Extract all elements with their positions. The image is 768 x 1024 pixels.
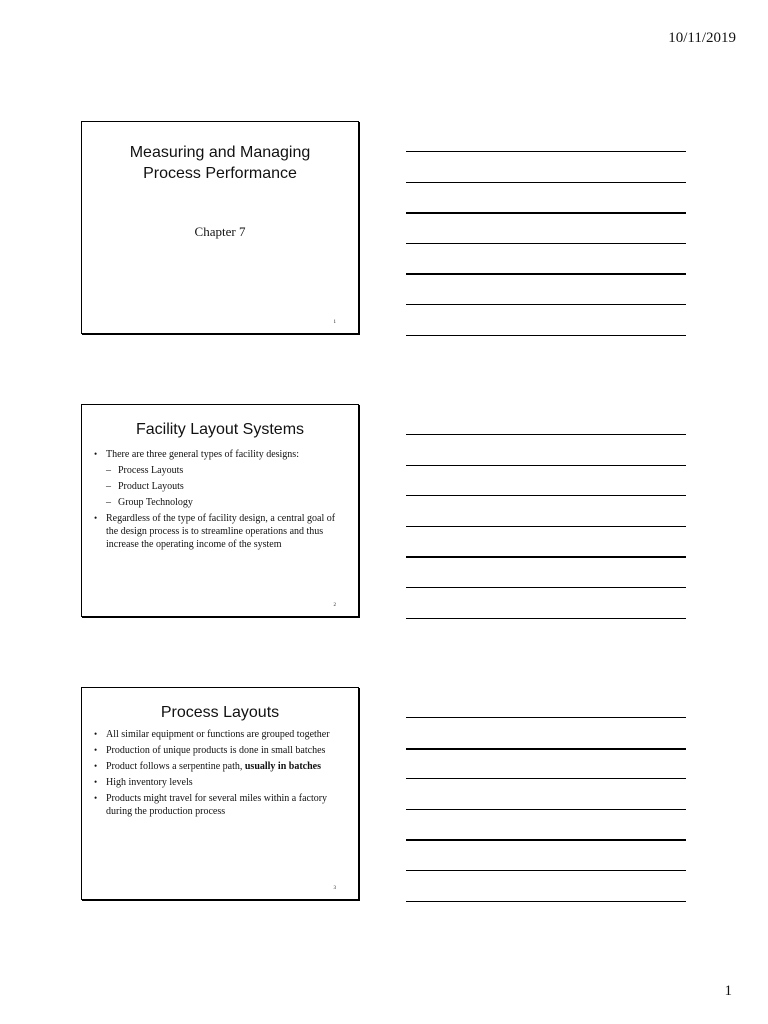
sub-bullet-text: Group Technology <box>118 497 193 508</box>
note-line <box>406 839 686 841</box>
bullet-text: High inventory levels <box>106 777 193 788</box>
slide-3-number: 3 <box>333 886 336 891</box>
print-date: 10/11/2019 <box>668 30 736 46</box>
list-item <box>94 776 344 789</box>
bullet-text: Production of unique products is done in small batches <box>106 745 326 756</box>
bullet-dot-icon: • <box>94 513 98 523</box>
slide-2-number: 2 <box>333 603 336 608</box>
note-line <box>406 212 686 214</box>
bullet-text: Regardless of the type of facility design, a central goal of the design process is to streamline operations and thus increase the operating income of the system <box>106 513 336 550</box>
note-line <box>406 495 686 496</box>
bullet-text: There are three general types of facility designs: <box>106 449 299 460</box>
note-line <box>406 618 686 619</box>
bullet-dot-icon: • <box>94 745 98 755</box>
list-item <box>94 512 344 551</box>
note-line <box>406 434 686 435</box>
slide-2-title: Facility Layout Systems <box>135 421 305 438</box>
note-line <box>406 526 686 527</box>
sub-list-item <box>94 496 344 509</box>
slide-1-title-line-2: Process Performance <box>143 165 297 182</box>
note-line <box>406 870 686 871</box>
dash-icon: – <box>106 481 111 492</box>
slide-3-title: Process Layouts <box>160 704 280 721</box>
bullet-text: All similar equipment or functions are grouped together <box>106 729 330 740</box>
slide-1-title-line-1: Measuring and Managing <box>129 144 311 161</box>
note-line <box>406 304 686 305</box>
note-line <box>406 748 686 750</box>
list-item <box>94 760 344 773</box>
note-line <box>406 717 686 718</box>
slide-1-subtitle: Chapter 7 <box>194 224 246 239</box>
note-line <box>406 273 686 275</box>
note-line <box>406 182 686 183</box>
bullet-dot-icon: • <box>94 449 98 459</box>
bullet-dot-icon: • <box>94 793 98 803</box>
bullet-dot-icon: • <box>94 729 98 739</box>
slide-3-bullet-list <box>94 728 344 821</box>
bullet-text: Product follows a serpentine path, <box>106 761 245 772</box>
sub-bullet-text: Product Layouts <box>118 481 184 492</box>
note-line <box>406 778 686 779</box>
note-line <box>406 901 686 902</box>
slide-1-title <box>82 142 358 184</box>
list-item <box>94 448 344 461</box>
dash-icon: – <box>106 497 111 508</box>
slide-1 <box>81 121 359 334</box>
bullet-dot-icon: • <box>94 761 98 771</box>
slide-1-number: 1 <box>333 320 336 325</box>
slide-3 <box>81 687 359 900</box>
dash-icon: – <box>106 465 111 476</box>
note-line <box>406 335 686 336</box>
note-line <box>406 587 686 588</box>
note-line <box>406 151 686 152</box>
sub-bullet-text: Process Layouts <box>118 465 184 476</box>
bullet-bold-text: usually in batches <box>244 761 321 772</box>
note-line <box>406 556 686 558</box>
sub-list-item <box>94 464 344 477</box>
page-number: 1 <box>724 983 732 999</box>
slide-2 <box>81 404 359 617</box>
bullet-dot-icon: • <box>94 777 98 787</box>
bullet-text: Products might travel for several miles within a factory during the production process <box>106 793 328 817</box>
note-line <box>406 809 686 810</box>
slide-2-bullet-list <box>94 448 344 554</box>
list-item <box>94 728 344 741</box>
list-item <box>94 744 344 757</box>
note-line <box>406 465 686 466</box>
list-item <box>94 792 344 818</box>
sub-list-item <box>94 480 344 493</box>
note-line <box>406 243 686 244</box>
